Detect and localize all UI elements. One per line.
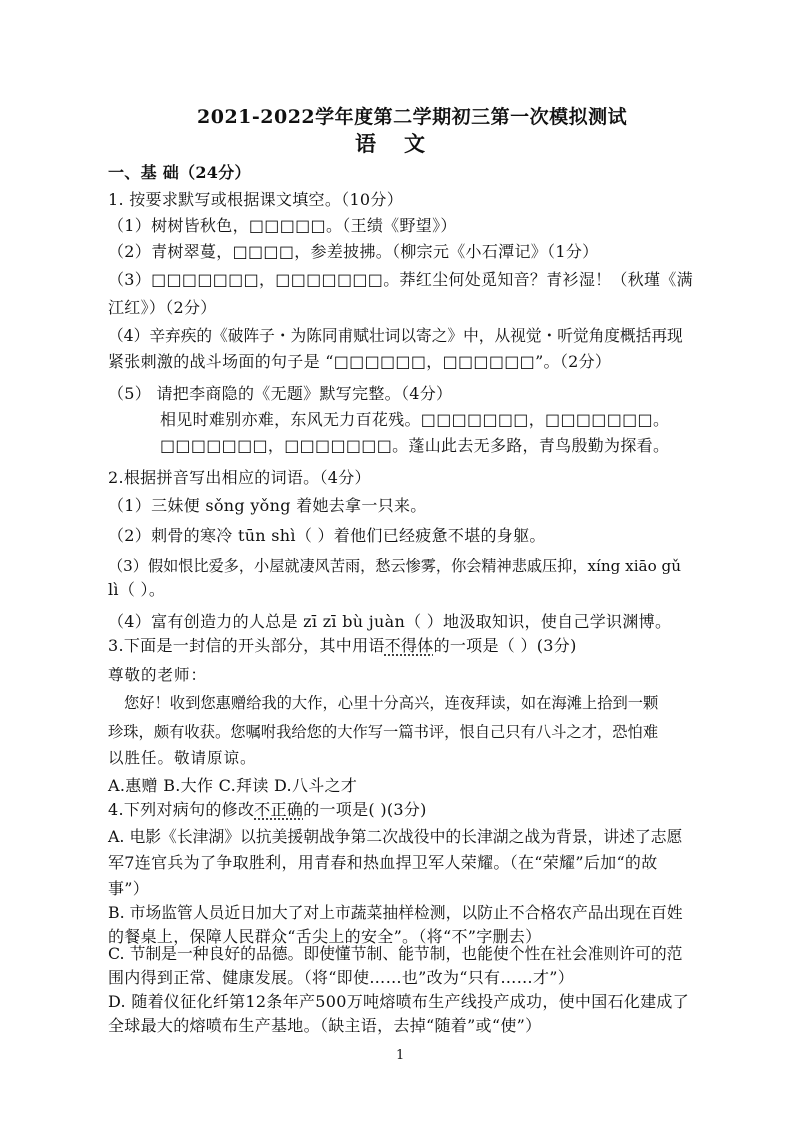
q1-item5-stem: （5） 请把李商隐的《无题》默写完整。（4分） <box>108 384 453 403</box>
page-number: 1 <box>396 1048 405 1063</box>
q2-item1: （1）三妹便 sǒng yǒng 着她去拿一只来。 <box>108 496 427 515</box>
q4-optB-line1: B. 市场监管人员近日加大了对上市蔬菜抽样检测，以防止不合格农产品出现在百姓 <box>108 903 683 922</box>
letter-salutation: 尊敬的老师： <box>108 666 208 684</box>
q3-stem-part1: 3.下面是一封信的开头部分，其中用语 <box>108 636 385 655</box>
letter-line3: 以胜任。敬请原谅。 <box>108 749 257 767</box>
subject-title: 语文 <box>355 131 453 156</box>
q4-optB-line2: 的餐桌上，保障人民群众“舌尖上的安全”。（将“不”字删去） <box>108 927 542 946</box>
exam-title: 2021-2022学年度第二学期初三第一次模拟测试 <box>197 106 628 128</box>
q2-item3-line1: （3）假如恨比爱多，小屋就凄风苦雨，愁云惨雾，你会精神悲戚压抑，xíng xiāo gǔ <box>108 557 681 575</box>
q2-item4: （4）富有创造力的人总是 zī zī bù juàn（ ）地汲取知识，使自己学识渊博。 <box>108 612 672 631</box>
q1-item3-line2: 江红》）（2分） <box>108 298 217 317</box>
letter-line1: 您好！收到您惠赠给我的大作，心里十分高兴，连夜拜读，如在海滩上拾到一颗 <box>124 694 659 712</box>
q3-options: A.惠赠 B.大作 C.拜读 D.八斗之才 <box>108 776 358 795</box>
q1-item4-line2: 紧张刺激的战斗场面的句子是 “□□□□□□，□□□□□□”。（2分） <box>108 352 612 371</box>
q4-optA-line2: 军7连官兵为了争取胜利，用青春和热血捍卫军人荣耀。（在“荣耀”后加“的故 <box>108 853 658 872</box>
q4-stem <box>108 800 427 820</box>
q1-item5-line2: □□□□□□□，□□□□□□□。蓬山此去无多路，青鸟殷勤为探看。 <box>160 436 670 455</box>
q3-stem-part2: 的一项是（ ）(3分) <box>433 636 577 655</box>
q1-item4-line1: （4）辛弃疾的《破阵子・为陈同甫赋壮词以寄之》中，从视觉・听觉角度概括再现 <box>108 326 683 345</box>
q4-optD-line2: 全球最大的熔喷布生产基地。（缺主语，去掉“随着”或“使”） <box>108 1016 542 1035</box>
q2-item2: （2）刺骨的寒冷 tūn shì（ ）着他们已经疲惫不堪的身躯。 <box>108 526 546 545</box>
q4-optD-line1: D. 随着仪征化纤第12条年产500万吨熔喷布生产线投产成功，使中国石化建成了 <box>108 992 690 1011</box>
q1-item3-line1: （3）□□□□□□□，□□□□□□□。莽红尘何处觅知音？青衫湿！（秋瑾《满 <box>108 270 693 289</box>
q4-optA-line3: 事”） <box>108 879 150 898</box>
section-heading: 一、基 础（24分） <box>108 163 251 182</box>
q4-optA-line1: A. 电影《长津湖》以抗美援朝战争第二次战役中的长津湖之战为背景，讲述了志愿 <box>108 827 683 846</box>
q4-optC-line1: C. 节制是一种良好的品德。即使懂节制、能节制，也能使个性在社会准则许可的范 <box>108 944 683 963</box>
letter-line2: 珍珠，颇有收获。您嘱咐我给您的大作写一篇书评，恨自己只有八斗之才，恐怕难 <box>108 723 659 741</box>
q2-stem: 2.根据拼音写出相应的词语。（4分） <box>108 468 371 487</box>
q1-item1: （1）树树皆秋色，□□□□□。（王绩《野望》） <box>108 216 457 235</box>
q4-stem-part1: 4.下列对病句的修改 <box>108 800 255 819</box>
q4-stem-emphasis: 不正确 <box>254 800 304 819</box>
q4-stem-part2: 的一项是( )(3分) <box>303 800 427 819</box>
q3-stem <box>108 636 577 656</box>
q3-stem-emphasis: 不得体 <box>384 636 434 655</box>
q4-optC-line2: 围内得到正常、健康发展。（将“即使……也”改为“只有……才”） <box>108 968 575 987</box>
q1-stem: 1. 按要求默写或根据课文填空。（10分） <box>108 190 404 209</box>
q1-item2: （2）青树翠蔓，□□□□，参差披拂。（柳宗元《小石潭记》（1分） <box>108 242 599 261</box>
q1-item5-line1: 相见时难别亦难，东风无力百花残。□□□□□□□，□□□□□□□。 <box>160 410 670 429</box>
q2-item3-line2: lì（ ）。 <box>108 580 166 599</box>
